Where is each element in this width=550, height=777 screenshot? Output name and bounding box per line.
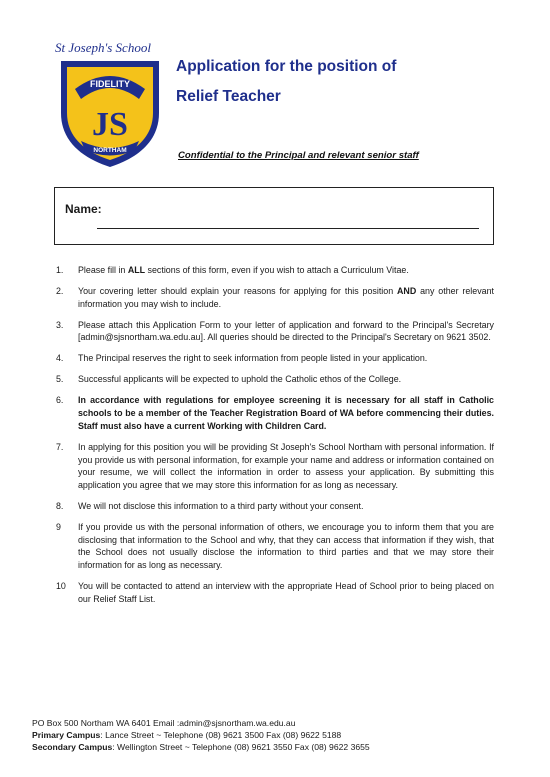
instruction-list	[56, 264, 494, 614]
school-name: St Joseph's School	[55, 40, 151, 55]
item-number: 5.	[56, 374, 64, 385]
item-number: 6.	[56, 395, 64, 406]
item-text: The Principal reserves the right to seek information from people listed in your application.	[78, 353, 428, 364]
list-item	[56, 500, 494, 513]
item-number: 10	[56, 581, 66, 592]
item-text: Successful applicants will be expected to uphold the Catholic ethos of the College.	[78, 374, 402, 385]
footer	[32, 717, 370, 753]
secondary-campus-label: Secondary Campus	[32, 742, 113, 752]
item-number: 4.	[56, 353, 64, 364]
item-text: In applying for this position you will be providing St Joseph's School Northam with personal information. If you provide us with personal information, for example your name and address or information contained on your resume, we will collect the information in order to assess your application. By submitting this application you agree that we may store this information for as long as necessary.	[78, 441, 494, 490]
item-number: 7.	[56, 441, 64, 452]
page-title-line2: Relief Teacher	[176, 88, 281, 105]
item-number: 2.	[56, 286, 64, 296]
list-item	[56, 580, 494, 605]
name-field-box	[54, 187, 494, 245]
list-item	[56, 319, 494, 344]
item-text: If you provide us with the personal information of others, we encourage you to inform them that you are disclosing that information to the School and why, that they can access that information if they wish, that the School does not usually disclose the information to third parties and that we may store their information for as long as necessary.	[78, 521, 494, 571]
item-bold-text: AND	[397, 286, 417, 296]
list-item	[56, 521, 494, 572]
list-item	[56, 264, 494, 277]
item-text: Your covering letter should explain your reasons for applying for this position	[78, 286, 398, 296]
name-input-line[interactable]	[97, 228, 479, 229]
page-title-line1: Application for the position of	[176, 58, 397, 75]
crest-banner-top: FIDELITY	[90, 79, 130, 89]
item-number: 1.	[56, 265, 64, 275]
item-text: any other relevant information you may wish to include.	[78, 286, 494, 309]
item-number: 8.	[56, 500, 64, 511]
list-item	[56, 373, 494, 386]
item-text: You will be contacted to attend an interview with the appropriate Head of School prior to being placed on our Relief Staff List.	[78, 581, 494, 604]
list-item	[56, 285, 494, 310]
item-text: In accordance with regulations for employee screening it is necessary for all staff in Catholic schools to be a member of the Teacher Registration Board of WA before commencing their duties. Staff must also have a current Working with Children Card.	[78, 395, 494, 431]
item-number: 9	[56, 521, 61, 532]
confidential-notice: Confidential to the Principal and relevant senior staff	[178, 150, 419, 161]
item-text: We will not disclose this information to a third party without your consent.	[78, 500, 364, 511]
item-number: 3.	[56, 319, 64, 330]
crest-letters: JS	[92, 106, 128, 143]
list-item	[56, 394, 494, 432]
footer-primary-campus	[32, 729, 370, 741]
crest-banner-bottom: NORTHAM	[93, 147, 127, 154]
item-text: Please fill in	[78, 265, 128, 275]
primary-campus-text: : Lance Street ~ Telephone (08) 9621 3500 Fax (08) 9622 5188	[100, 730, 342, 740]
secondary-campus-text: : Wellington Street ~ Telephone (08) 9621 3550 Fax (08) 9622 3655	[112, 742, 370, 752]
name-label: Name:	[65, 202, 102, 216]
school-crest-logo	[55, 55, 165, 170]
item-text: sections of this form, even if you wish to attach a Curriculum Vitae.	[145, 265, 409, 275]
item-text: Please attach this Application Form to your letter of application and forward to the Principal's Secretary [admin@sjsnortham.wa.edu.au]. All queries should be directed to the Principal's Secretary on 9621 3502.	[78, 319, 494, 343]
footer-address: PO Box 500 Northam WA 6401 Email :admin@sjsnortham.wa.edu.au	[32, 718, 296, 728]
list-item	[56, 352, 494, 365]
primary-campus-label: Primary Campus	[32, 730, 101, 740]
list-item	[56, 441, 494, 492]
footer-secondary-campus	[32, 741, 370, 753]
item-bold-text: ALL	[127, 265, 146, 275]
